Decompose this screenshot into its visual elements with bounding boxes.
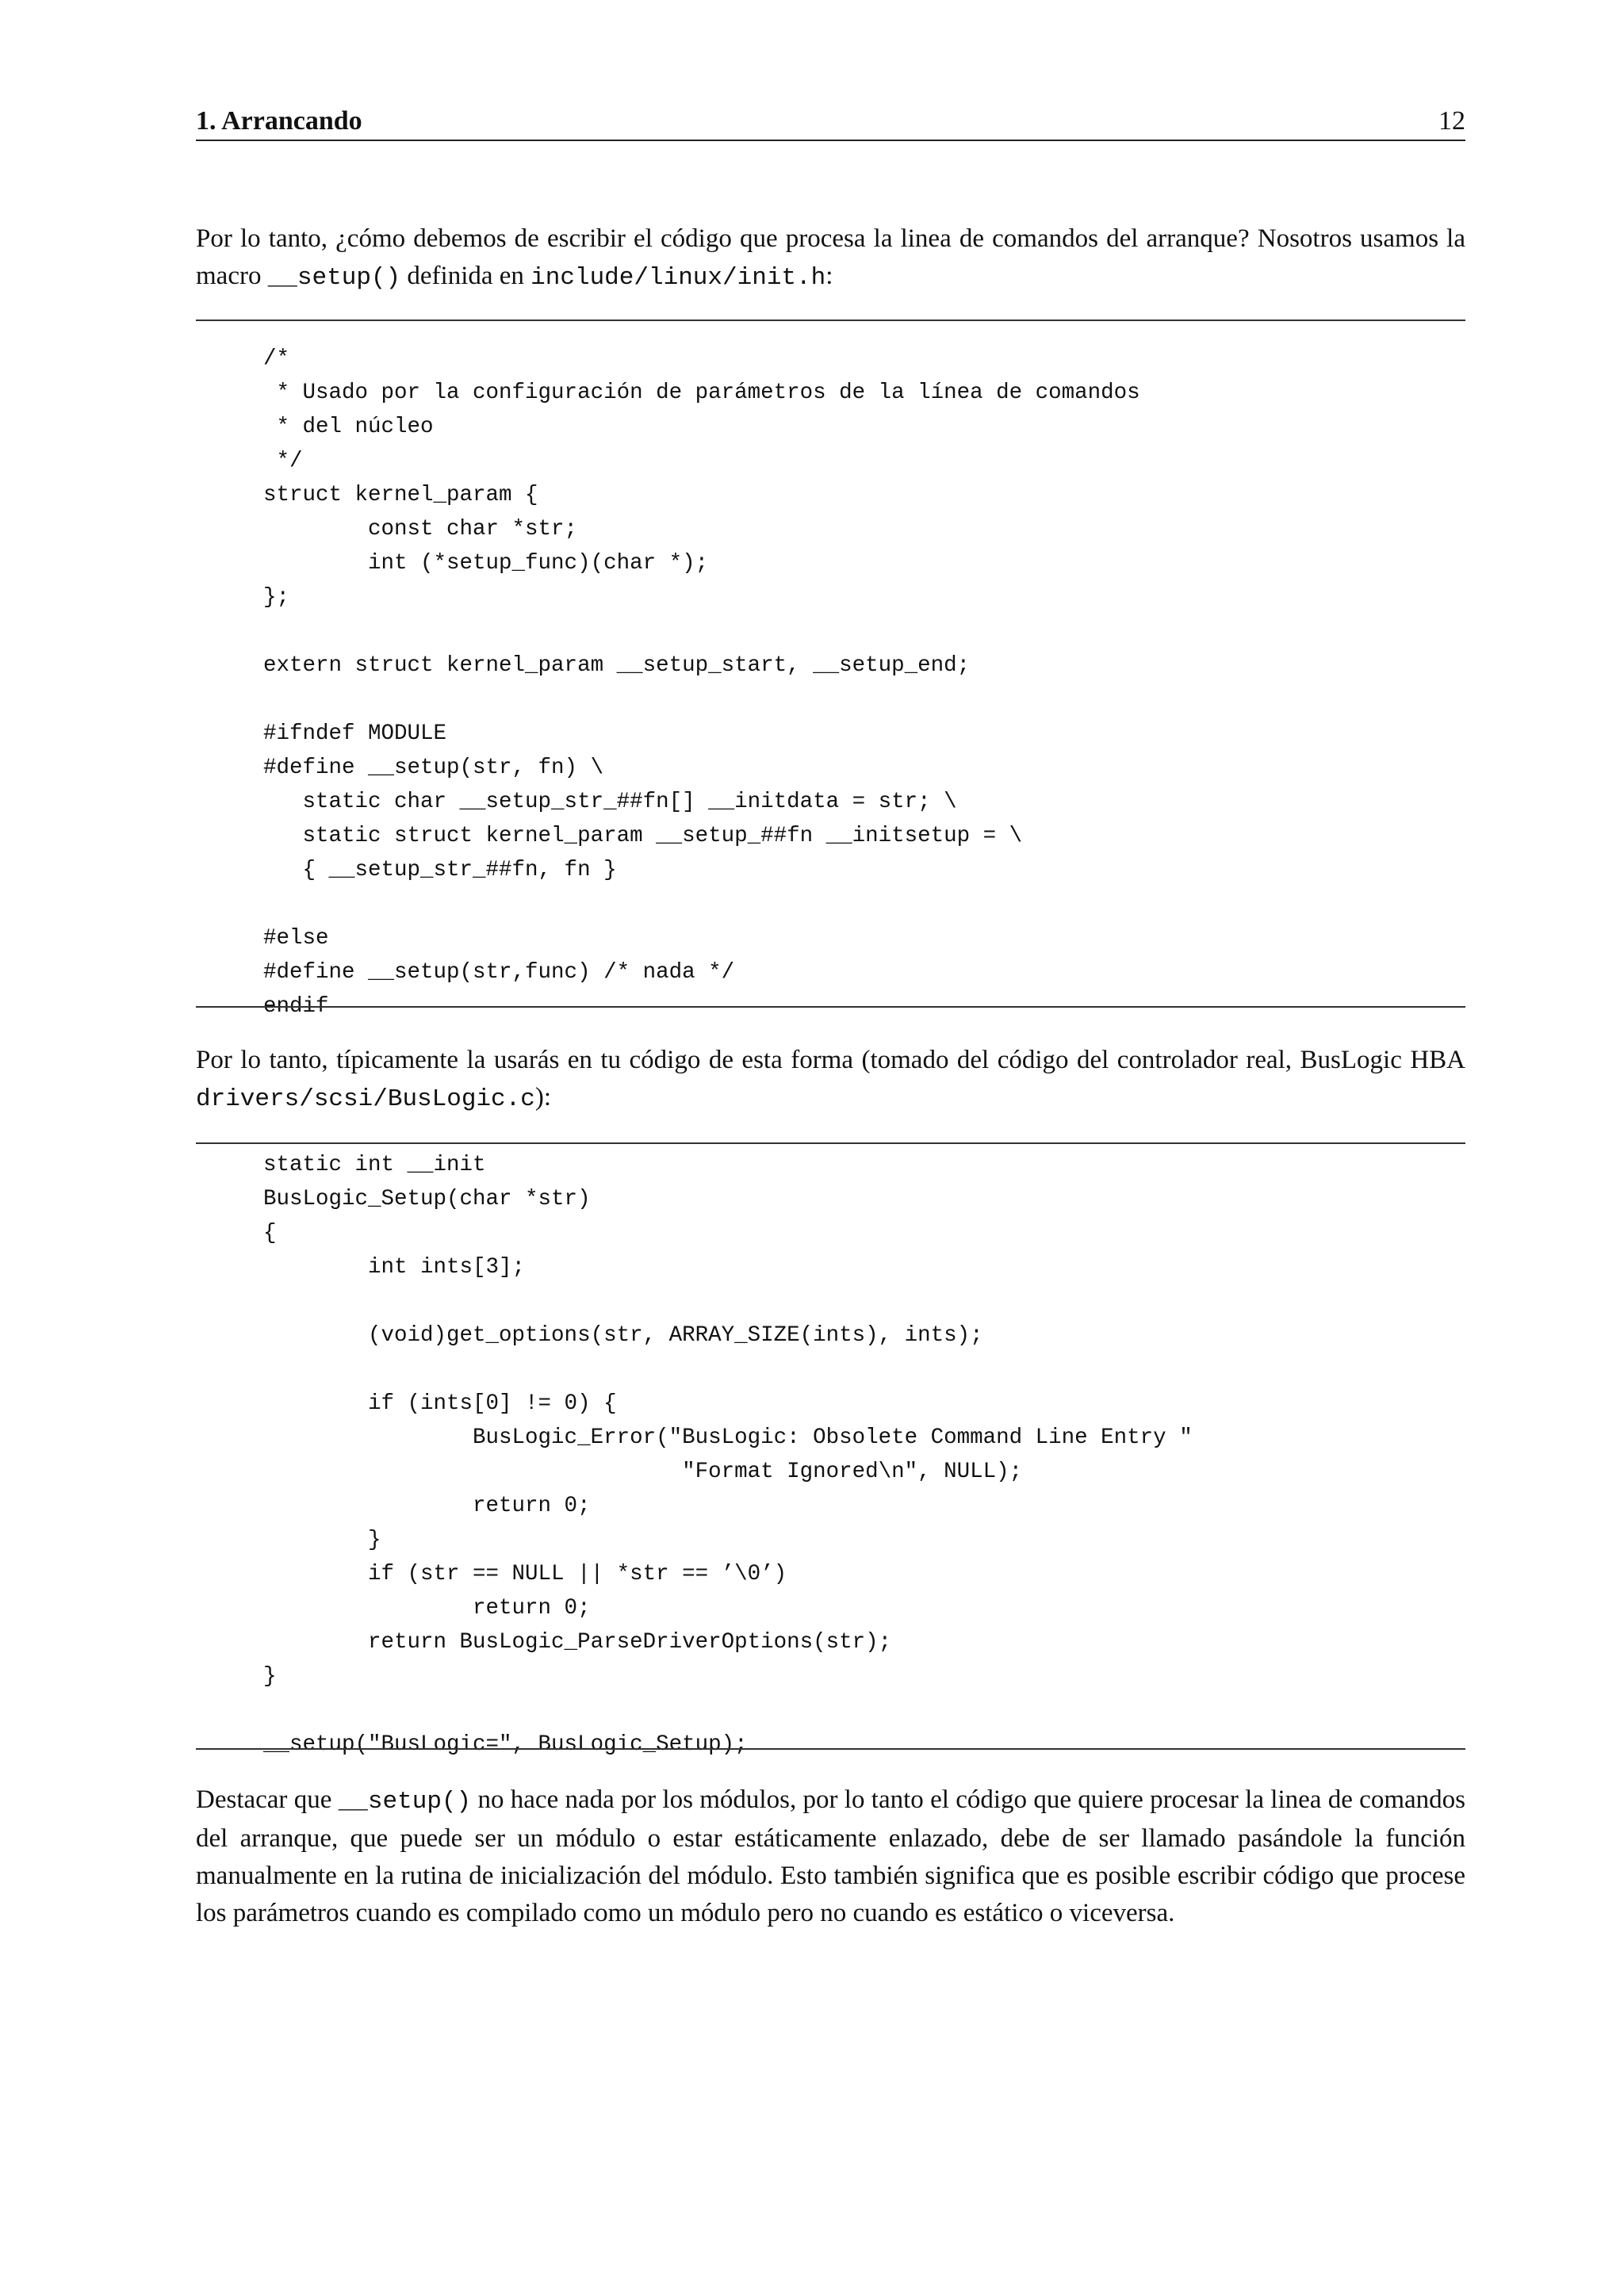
inline-code: __setup() [267,264,401,292]
inline-code-path: drivers/scsi/BusLogic.c [196,1085,535,1113]
text-run: : [825,262,833,290]
code-rule-bottom [196,1006,1465,1008]
code-listing-kernel-param: /* * Usado por la configuración de parámetros de la línea de comandos * del núcleo */ struct kernel_param { const char *str; int (*setup_func)(char *); }; extern struct kernel_param __setup_start, __setup_end; #ifndef MODULE #define __setup(str, fn) \ static char __setup_str_##fn[] __initdata = str; \ static struct kernel_param __setup_##fn __initsetup = \ { __setup_str_##fn, fn } #else #define __setup(str,func) /* nada */ endif [263,346,1140,1019]
code-listing-buslogic: static int __init BusLogic_Setup(char *str) { int ints[3]; (void)get_options(str, ARRAY_SIZE(ints), ints); if (ints[0] != 0) { BusLogic_Error("BusLogic: Obsolete Command Line Entry " "Format Ignored\n", NULL); return 0; } if (str == NULL || *str == ’\0’) return 0; return BusLogic_ParseDriverOptions(str); } __setup("BusLogic=", BusLogic_Setup); [263,1153,1193,1757]
text-run: Por lo tanto, ¿cómo debemos de escribir el código que procesa la linea de comandos del arranque? Nosotros usamos la macro [196,224,1465,290]
text-run: definida en [400,262,531,290]
code-rule-bottom [196,1748,1465,1750]
text-run: ): [534,1083,552,1112]
section-title: 1. Arrancando [196,106,362,136]
paragraph-note [196,1781,1465,1932]
code-listing-clip [196,321,1465,1019]
text-run: Por lo tanto, típicamente la usarás en tu código de esta forma (tomado del código del controlador real, BusLogic HBA [196,1046,1465,1074]
paragraph-intro [196,220,1465,297]
inline-code: __setup() [338,1788,472,1816]
code-listing-clip [196,1144,1465,1757]
paragraph-usage [196,1042,1465,1118]
text-run: no hace nada por los módulos, por lo tanto el código que quiere procesar la linea de comandos del arranque, que puede ser un módulo o estar estáticamente enlazado, debe de ser llamado pasándole la función manualmente en la rutina de inicialización del módulo. Esto también significa que es posible escribir código que procese los parámetros cuando es compilado como un módulo pero no cuando es estático o viceversa. [196,1785,1465,1927]
page-number: 12 [1438,106,1465,136]
running-header [196,105,1465,141]
text-run: Destacar que [196,1785,339,1814]
inline-code-path: include/linux/init.h [530,264,826,292]
